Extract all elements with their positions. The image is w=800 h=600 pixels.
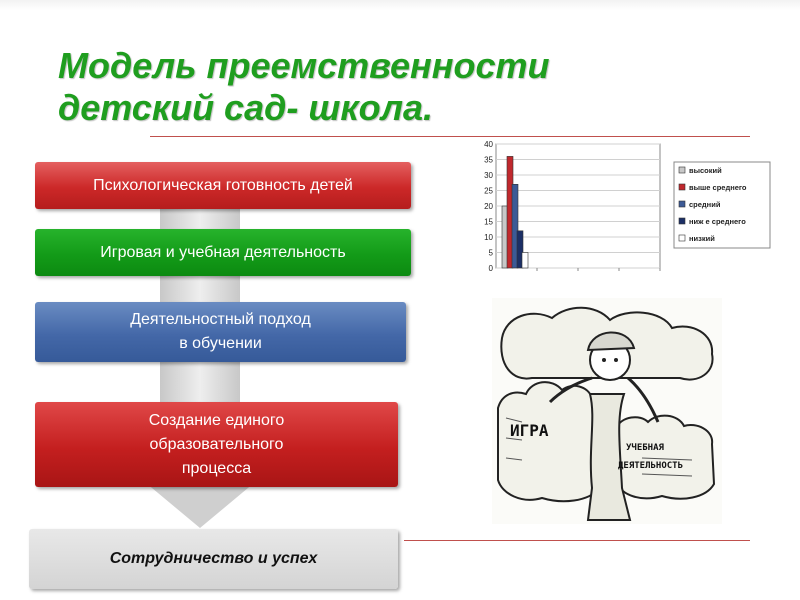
step-activity-approach: [35, 302, 406, 362]
legend-label: ниж е среднего: [689, 217, 746, 226]
step-play-and-study: [35, 229, 411, 276]
label-game: ИГРА: [510, 421, 549, 440]
y-tick-label: 35: [484, 155, 493, 165]
top-strip: [0, 0, 800, 10]
divider-top: [150, 136, 750, 137]
y-tick-label: 30: [484, 171, 493, 180]
label-study-line-2: ДЕЯТЕЛЬНОСТЬ: [618, 461, 684, 471]
legend-label: выше среднего: [689, 183, 747, 192]
y-tick-label: 10: [484, 233, 493, 242]
tree-drawing: [492, 298, 722, 524]
step-3-label: [130, 308, 311, 356]
step-4-line-3: процесса: [181, 459, 252, 477]
legend-swatch: [679, 201, 685, 207]
y-tick-label: 0: [488, 264, 493, 272]
play-study-illustration: [492, 298, 722, 524]
step-3-line-2: в обучении: [179, 335, 262, 352]
legend-swatch: [679, 167, 685, 173]
y-tick-label: 40: [484, 140, 493, 149]
step-4-line-1: Создание единого: [148, 411, 285, 429]
legend-label: высокий: [689, 166, 722, 175]
level-chart-svg: [468, 140, 774, 272]
step-4-label: [149, 409, 285, 481]
title-line-2: детский сад- школа.: [58, 87, 434, 128]
step-psychological-readiness: [35, 162, 411, 209]
step-4-line-2: образовательного: [149, 435, 284, 453]
legend-swatch: [679, 184, 685, 190]
y-tick-label: 5: [488, 248, 493, 258]
label-study-line-1: УЧЕБНАЯ: [626, 443, 664, 453]
step-2-label: Игровая и учебная деятельность: [100, 243, 346, 261]
step-unified-process: [35, 402, 398, 487]
y-tick-label: 25: [484, 186, 493, 196]
title-line-1: Модель преемственности: [58, 45, 550, 86]
child-eye-left: [602, 358, 606, 362]
chart-legend: [674, 162, 770, 248]
bar-5: [522, 253, 528, 269]
step-1-label: Психологическая готовность детей: [93, 176, 353, 194]
legend-swatch: [679, 218, 685, 224]
legend-swatch: [679, 235, 685, 241]
slide-title: [58, 45, 618, 129]
legend-label: средний: [689, 200, 721, 209]
child-eye-right: [614, 358, 618, 362]
step-3-line-1: Деятельностный подход: [130, 311, 311, 328]
right-branch-cloud: [616, 416, 714, 499]
y-tick-label: 20: [484, 202, 493, 211]
divider-bottom: [404, 540, 750, 541]
level-chart: [468, 140, 774, 272]
step-cooperation-success: [29, 529, 398, 589]
y-tick-label: 15: [484, 217, 493, 227]
step-5-label: Сотрудничество и успех: [109, 550, 318, 567]
legend-label: низкий: [689, 234, 715, 243]
chart-y-ticks: [484, 140, 493, 272]
